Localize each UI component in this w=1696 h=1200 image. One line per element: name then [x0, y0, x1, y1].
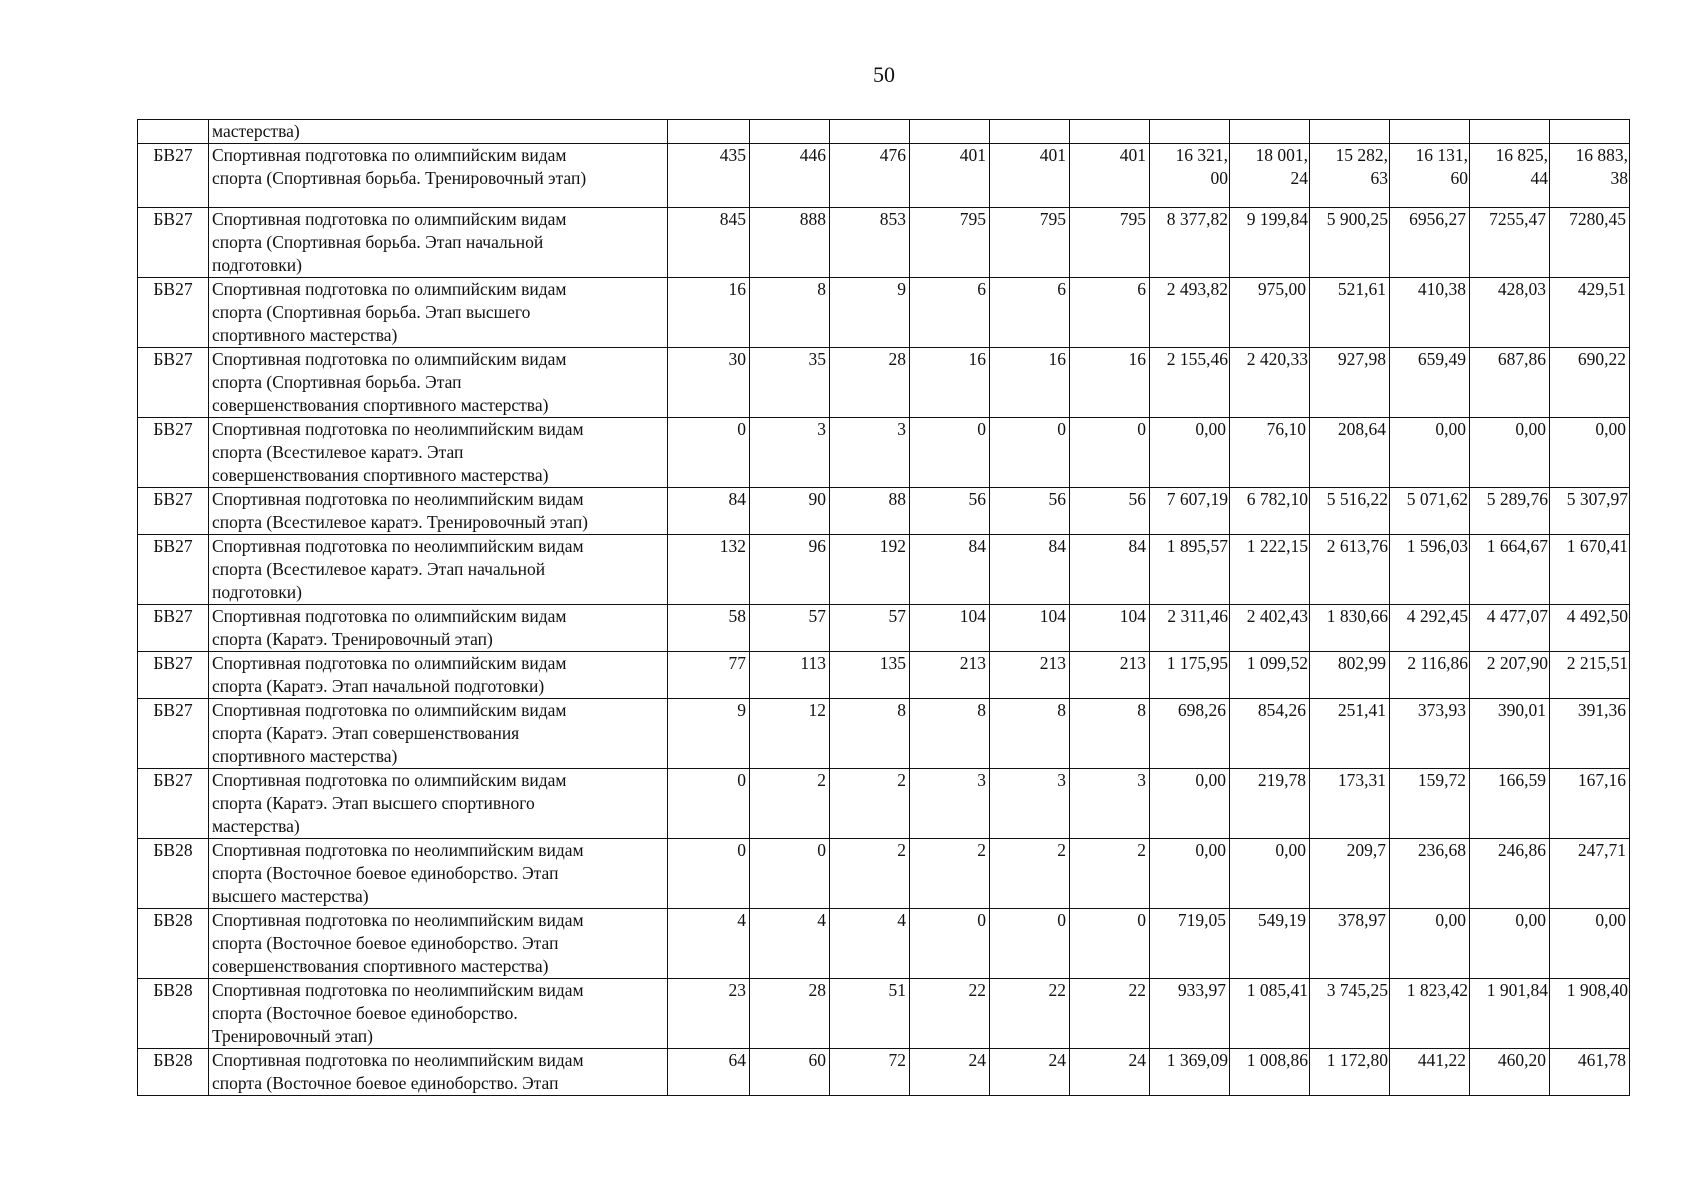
table-row: [138, 769, 1630, 839]
amount-cell: 2 402,43: [1230, 605, 1310, 652]
table-row: [138, 839, 1630, 909]
amount-cell: 5 307,97: [1550, 488, 1630, 535]
table-row: [138, 605, 1630, 652]
count-cell: 2: [830, 839, 910, 909]
count-cell: [830, 120, 910, 144]
amount-cell: 1 596,03: [1390, 535, 1470, 605]
count-cell: 6: [1070, 278, 1150, 348]
count-cell: 0: [990, 909, 1070, 979]
amount-cell: 410,38: [1390, 278, 1470, 348]
amount-cell: 76,10: [1230, 418, 1310, 488]
count-cell: 2: [830, 769, 910, 839]
table-row: [138, 699, 1630, 769]
amount-cell: 1 670,41: [1550, 535, 1630, 605]
amount-cell: 7280,45: [1550, 208, 1630, 278]
amount-cell: 1 369,09: [1150, 1049, 1230, 1096]
count-cell: 72: [830, 1049, 910, 1096]
table-row: [138, 418, 1630, 488]
count-cell: 51: [830, 979, 910, 1049]
count-cell: 104: [1070, 605, 1150, 652]
count-cell: 104: [990, 605, 1070, 652]
amount-cell: 927,98: [1310, 348, 1390, 418]
amount-cell: 2 420,33: [1230, 348, 1310, 418]
count-cell: 104: [910, 605, 990, 652]
row-code-cell: БВ27: [138, 348, 209, 418]
amount-cell: 2 493,82: [1150, 278, 1230, 348]
count-cell: 60: [750, 1049, 830, 1096]
page-number: 50: [873, 62, 895, 87]
count-cell: 22: [1070, 979, 1150, 1049]
amount-cell: 2 215,51: [1550, 652, 1630, 699]
count-cell: 3: [1070, 769, 1150, 839]
amount-cell: 8 377,82: [1150, 208, 1230, 278]
amount-cell: 391,36: [1550, 699, 1630, 769]
amount-cell: 0,00: [1470, 909, 1550, 979]
amount-cell: 4 492,50: [1550, 605, 1630, 652]
row-description-cell: Спортивная подготовка по неолимпийским видам спорта (Всестилевое каратэ. Этап совершенствования спортивного мастерства): [209, 418, 668, 488]
count-cell: 845: [668, 208, 750, 278]
amount-cell: 719,05: [1150, 909, 1230, 979]
amount-cell: [1390, 120, 1470, 144]
row-description-cell: Спортивная подготовка по олимпийским видам спорта (Спортивная борьба. Этап высшего спортивного мастерства): [209, 278, 668, 348]
amount-cell: 0,00: [1470, 418, 1550, 488]
amount-cell: 16 321, 00: [1150, 144, 1230, 208]
count-cell: 0: [668, 839, 750, 909]
count-cell: 28: [830, 348, 910, 418]
amount-cell: 373,93: [1390, 699, 1470, 769]
amount-cell: 1 664,67: [1470, 535, 1550, 605]
row-code-cell: БВ28: [138, 909, 209, 979]
table-row: [138, 278, 1630, 348]
amount-cell: 549,19: [1230, 909, 1310, 979]
amount-cell: 428,03: [1470, 278, 1550, 348]
amount-cell: 15 282, 63: [1310, 144, 1390, 208]
count-cell: 24: [990, 1049, 1070, 1096]
count-cell: 795: [1070, 208, 1150, 278]
count-cell: 132: [668, 535, 750, 605]
amount-cell: 1 908,40: [1550, 979, 1630, 1049]
table-row: [138, 979, 1630, 1049]
count-cell: 58: [668, 605, 750, 652]
row-code-cell: БВ27: [138, 488, 209, 535]
row-description-cell: Спортивная подготовка по олимпийским видам спорта (Каратэ. Тренировочный этап): [209, 605, 668, 652]
count-cell: 192: [830, 535, 910, 605]
row-description-cell: Спортивная подготовка по неолимпийским видам спорта (Восточное боевое единоборство. Тренировочный этап): [209, 979, 668, 1049]
amount-cell: 378,97: [1310, 909, 1390, 979]
count-cell: 56: [990, 488, 1070, 535]
row-code-cell: БВ28: [138, 979, 209, 1049]
count-cell: 24: [1070, 1049, 1150, 1096]
amount-cell: 6956,27: [1390, 208, 1470, 278]
row-code-cell: БВ27: [138, 144, 209, 208]
amount-cell: 4 477,07: [1470, 605, 1550, 652]
amount-cell: 16 825, 44: [1470, 144, 1550, 208]
amount-cell: 2 155,46: [1150, 348, 1230, 418]
count-cell: [910, 120, 990, 144]
count-cell: 0: [1070, 418, 1150, 488]
count-cell: 888: [750, 208, 830, 278]
count-cell: 22: [990, 979, 1070, 1049]
row-code-cell: БВ27: [138, 535, 209, 605]
amount-cell: 429,51: [1550, 278, 1630, 348]
amount-cell: 1 830,66: [1310, 605, 1390, 652]
count-cell: 3: [830, 418, 910, 488]
count-cell: 16: [1070, 348, 1150, 418]
amount-cell: 236,68: [1390, 839, 1470, 909]
row-code-cell: БВ28: [138, 1049, 209, 1096]
row-description-cell: мастерства): [209, 120, 668, 144]
amount-cell: 6 782,10: [1230, 488, 1310, 535]
amount-cell: 0,00: [1550, 909, 1630, 979]
table-row: [138, 535, 1630, 605]
amount-cell: [1470, 120, 1550, 144]
amount-cell: 461,78: [1550, 1049, 1630, 1096]
amount-cell: 390,01: [1470, 699, 1550, 769]
count-cell: 8: [910, 699, 990, 769]
count-cell: 35: [750, 348, 830, 418]
row-description-cell: Спортивная подготовка по неолимпийским видам спорта (Восточное боевое единоборство. Этап высшего мастерства): [209, 839, 668, 909]
amount-cell: 1 222,15: [1230, 535, 1310, 605]
amount-cell: [1550, 120, 1630, 144]
budget-table: [137, 119, 1630, 1096]
amount-cell: 173,31: [1310, 769, 1390, 839]
count-cell: 401: [1070, 144, 1150, 208]
amount-cell: 0,00: [1390, 418, 1470, 488]
count-cell: 401: [910, 144, 990, 208]
amount-cell: 7 607,19: [1150, 488, 1230, 535]
count-cell: 77: [668, 652, 750, 699]
amount-cell: 1 823,42: [1390, 979, 1470, 1049]
amount-cell: 167,16: [1550, 769, 1630, 839]
row-description-cell: Спортивная подготовка по олимпийским видам спорта (Каратэ. Этап начальной подготовки): [209, 652, 668, 699]
count-cell: 853: [830, 208, 910, 278]
count-cell: 113: [750, 652, 830, 699]
count-cell: 0: [910, 418, 990, 488]
count-cell: 4: [830, 909, 910, 979]
row-code-cell: БВ27: [138, 769, 209, 839]
count-cell: 4: [750, 909, 830, 979]
amount-cell: 0,00: [1230, 839, 1310, 909]
count-cell: 84: [910, 535, 990, 605]
count-cell: [750, 120, 830, 144]
row-description-cell: Спортивная подготовка по неолимпийским видам спорта (Восточное боевое единоборство. Этап: [209, 1049, 668, 1096]
count-cell: 9: [668, 699, 750, 769]
count-cell: 57: [830, 605, 910, 652]
count-cell: 795: [910, 208, 990, 278]
amount-cell: 0,00: [1390, 909, 1470, 979]
amount-cell: 251,41: [1310, 699, 1390, 769]
count-cell: 8: [1070, 699, 1150, 769]
amount-cell: 2 116,86: [1390, 652, 1470, 699]
amount-cell: 687,86: [1470, 348, 1550, 418]
amount-cell: 208,64: [1310, 418, 1390, 488]
count-cell: 3: [910, 769, 990, 839]
amount-cell: 1 895,57: [1150, 535, 1230, 605]
count-cell: 435: [668, 144, 750, 208]
amount-cell: 5 071,62: [1390, 488, 1470, 535]
amount-cell: 9 199,84: [1230, 208, 1310, 278]
row-description-cell: Спортивная подготовка по олимпийским видам спорта (Спортивная борьба. Тренировочный этап): [209, 144, 668, 208]
count-cell: 16: [668, 278, 750, 348]
count-cell: 8: [830, 699, 910, 769]
amount-cell: 1 099,52: [1230, 652, 1310, 699]
amount-cell: 1 901,84: [1470, 979, 1550, 1049]
amount-cell: 247,71: [1550, 839, 1630, 909]
row-code-cell: БВ27: [138, 652, 209, 699]
row-description-cell: Спортивная подготовка по неолимпийским видам спорта (Восточное боевое единоборство. Этап совершенствования спортивного мастерства): [209, 909, 668, 979]
count-cell: 3: [750, 418, 830, 488]
count-cell: 213: [1070, 652, 1150, 699]
count-cell: 213: [910, 652, 990, 699]
row-description-cell: Спортивная подготовка по олимпийским видам спорта (Каратэ. Этап совершенствования спортивного мастерства): [209, 699, 668, 769]
count-cell: 2: [990, 839, 1070, 909]
row-description-cell: Спортивная подготовка по неолимпийским видам спорта (Всестилевое каратэ. Этап начальной подготовки): [209, 535, 668, 605]
amount-cell: 933,97: [1150, 979, 1230, 1049]
count-cell: 0: [668, 418, 750, 488]
row-description-cell: Спортивная подготовка по неолимпийским видам спорта (Всестилевое каратэ. Тренировочный этап): [209, 488, 668, 535]
amount-cell: 5 289,76: [1470, 488, 1550, 535]
count-cell: 8: [990, 699, 1070, 769]
table-row: [138, 652, 1630, 699]
amount-cell: 246,86: [1470, 839, 1550, 909]
amount-cell: 460,20: [1470, 1049, 1550, 1096]
count-cell: 96: [750, 535, 830, 605]
amount-cell: 441,22: [1390, 1049, 1470, 1096]
count-cell: 16: [910, 348, 990, 418]
row-code-cell: БВ28: [138, 839, 209, 909]
amount-cell: 5 516,22: [1310, 488, 1390, 535]
count-cell: 90: [750, 488, 830, 535]
count-cell: 0: [668, 769, 750, 839]
count-cell: 84: [668, 488, 750, 535]
count-cell: [1070, 120, 1150, 144]
table-row: [138, 348, 1630, 418]
amount-cell: 4 292,45: [1390, 605, 1470, 652]
amount-cell: 3 745,25: [1310, 979, 1390, 1049]
count-cell: [990, 120, 1070, 144]
amount-cell: 1 172,80: [1310, 1049, 1390, 1096]
count-cell: 795: [990, 208, 1070, 278]
amount-cell: 1 008,86: [1230, 1049, 1310, 1096]
amount-cell: 209,7: [1310, 839, 1390, 909]
count-cell: 9: [830, 278, 910, 348]
table-row: [138, 909, 1630, 979]
table-row: [138, 1049, 1630, 1096]
row-code-cell: БВ27: [138, 699, 209, 769]
count-cell: 12: [750, 699, 830, 769]
count-cell: 3: [990, 769, 1070, 839]
amount-cell: 2 207,90: [1470, 652, 1550, 699]
count-cell: 57: [750, 605, 830, 652]
amount-cell: [1310, 120, 1390, 144]
amount-cell: 0,00: [1150, 769, 1230, 839]
row-description-cell: Спортивная подготовка по олимпийским видам спорта (Спортивная борьба. Этап начальной подготовки): [209, 208, 668, 278]
amount-cell: [1230, 120, 1310, 144]
count-cell: 84: [990, 535, 1070, 605]
count-cell: 213: [990, 652, 1070, 699]
amount-cell: 16 883, 38: [1550, 144, 1630, 208]
count-cell: 0: [990, 418, 1070, 488]
amount-cell: 5 900,25: [1310, 208, 1390, 278]
count-cell: 476: [830, 144, 910, 208]
table-row: [138, 208, 1630, 278]
row-code-cell: [138, 120, 209, 144]
amount-cell: 0,00: [1550, 418, 1630, 488]
count-cell: 4: [668, 909, 750, 979]
count-cell: 2: [750, 769, 830, 839]
row-code-cell: БВ27: [138, 605, 209, 652]
amount-cell: 18 001, 24: [1230, 144, 1310, 208]
amount-cell: [1150, 120, 1230, 144]
count-cell: 6: [910, 278, 990, 348]
count-cell: 6: [990, 278, 1070, 348]
amount-cell: 159,72: [1390, 769, 1470, 839]
amount-cell: 975,00: [1230, 278, 1310, 348]
amount-cell: 2 613,76: [1310, 535, 1390, 605]
count-cell: 30: [668, 348, 750, 418]
count-cell: 0: [750, 839, 830, 909]
count-cell: 8: [750, 278, 830, 348]
amount-cell: 2 311,46: [1150, 605, 1230, 652]
count-cell: 135: [830, 652, 910, 699]
row-code-cell: БВ27: [138, 208, 209, 278]
count-cell: 56: [1070, 488, 1150, 535]
count-cell: 64: [668, 1049, 750, 1096]
count-cell: 56: [910, 488, 990, 535]
count-cell: 16: [990, 348, 1070, 418]
count-cell: 0: [1070, 909, 1150, 979]
count-cell: 0: [910, 909, 990, 979]
count-cell: 84: [1070, 535, 1150, 605]
amount-cell: 16 131, 60: [1390, 144, 1470, 208]
table-row: [138, 120, 1630, 144]
table-row: [138, 488, 1630, 535]
count-cell: 24: [910, 1049, 990, 1096]
count-cell: 88: [830, 488, 910, 535]
count-cell: 23: [668, 979, 750, 1049]
count-cell: 22: [910, 979, 990, 1049]
count-cell: 28: [750, 979, 830, 1049]
amount-cell: 659,49: [1390, 348, 1470, 418]
amount-cell: 166,59: [1470, 769, 1550, 839]
amount-cell: 698,26: [1150, 699, 1230, 769]
row-code-cell: БВ27: [138, 278, 209, 348]
amount-cell: 521,61: [1310, 278, 1390, 348]
amount-cell: 1 085,41: [1230, 979, 1310, 1049]
row-code-cell: БВ27: [138, 418, 209, 488]
table-row: [138, 144, 1630, 208]
count-cell: 2: [1070, 839, 1150, 909]
amount-cell: 219,78: [1230, 769, 1310, 839]
count-cell: 2: [910, 839, 990, 909]
row-description-cell: Спортивная подготовка по олимпийским видам спорта (Спортивная борьба. Этап совершенствования спортивного мастерства): [209, 348, 668, 418]
amount-cell: 1 175,95: [1150, 652, 1230, 699]
amount-cell: 690,22: [1550, 348, 1630, 418]
count-cell: 446: [750, 144, 830, 208]
count-cell: [668, 120, 750, 144]
amount-cell: 854,26: [1230, 699, 1310, 769]
amount-cell: 0,00: [1150, 839, 1230, 909]
amount-cell: 7255,47: [1470, 208, 1550, 278]
amount-cell: 802,99: [1310, 652, 1390, 699]
amount-cell: 0,00: [1150, 418, 1230, 488]
row-description-cell: Спортивная подготовка по олимпийским видам спорта (Каратэ. Этап высшего спортивного мастерства): [209, 769, 668, 839]
count-cell: 401: [990, 144, 1070, 208]
